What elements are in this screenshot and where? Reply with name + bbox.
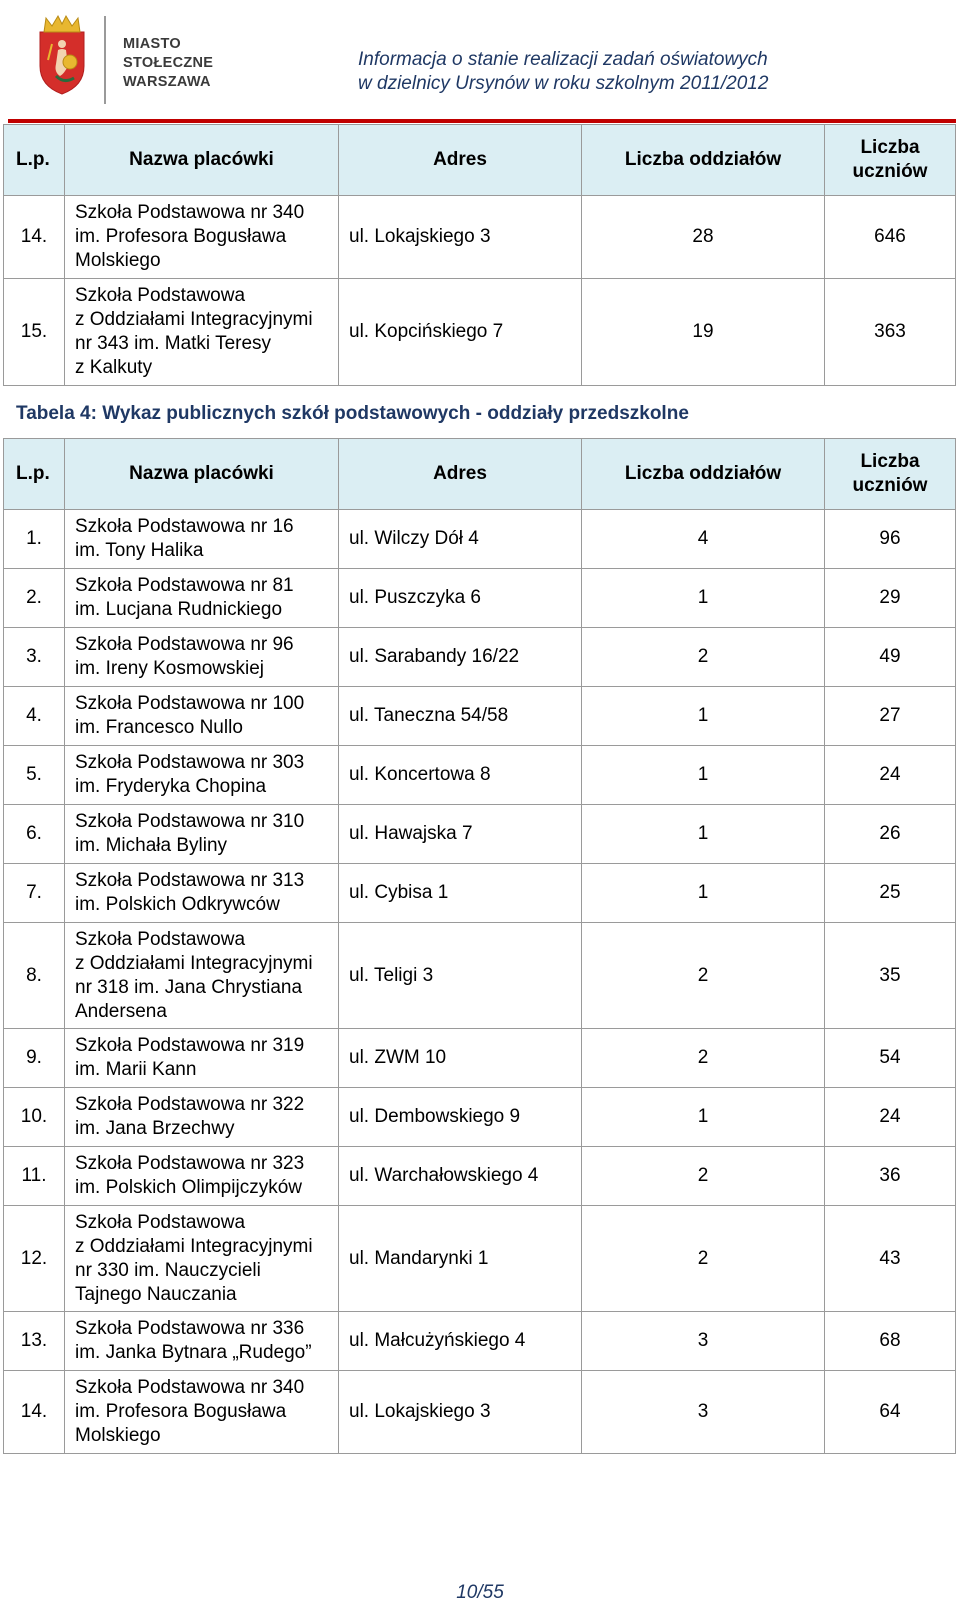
cell-lp: 10.: [4, 1088, 65, 1147]
cell-students: 363: [825, 279, 956, 386]
cell-address: ul. Sarabandy 16/22: [339, 628, 582, 687]
table-row: [4, 1029, 956, 1088]
cell-lp: 3.: [4, 628, 65, 687]
cell-name: Szkoła Podstawowa nr 96 im. Ireny Kosmowskiej: [65, 628, 339, 687]
table-row: [4, 628, 956, 687]
cell-lp: 8.: [4, 923, 65, 1029]
cell-name: Szkoła Podstawowa nr 319 im. Marii Kann: [65, 1029, 339, 1088]
table-row: [4, 746, 956, 805]
col-header-name: Nazwa placówki: [65, 125, 339, 196]
cell-branches: 2: [582, 628, 825, 687]
cell-address: ul. Teligi 3: [339, 923, 582, 1029]
cell-lp: 15.: [4, 279, 65, 386]
page-number: 10/55: [456, 1582, 504, 1603]
table-row: [4, 805, 956, 864]
cell-lp: 12.: [4, 1206, 65, 1312]
cell-name: Szkoła Podstawowa z Oddziałami Integracyjnymi nr 318 im. Jana Chrystiana Andersena: [65, 923, 339, 1029]
cell-name: Szkoła Podstawowa nr 340 im. Profesora Bogusława Molskiego: [65, 1371, 339, 1454]
cell-students: 64: [825, 1371, 956, 1454]
document-title-line-2: w dzielnicy Ursynów w roku szkolnym 2011/2012: [358, 73, 769, 94]
cell-address: ul. Mandarynki 1: [339, 1206, 582, 1312]
cell-lp: 2.: [4, 569, 65, 628]
table-row: [4, 923, 956, 1029]
cell-address: ul. Kopcińskiego 7: [339, 279, 582, 386]
cell-address: ul. Hawajska 7: [339, 805, 582, 864]
col-header-lp: L.p.: [4, 439, 65, 510]
cell-address: ul. Cybisa 1: [339, 864, 582, 923]
table-row: [4, 1371, 956, 1454]
table-header-row: [4, 439, 956, 510]
table-row: [4, 196, 956, 279]
cell-name: Szkoła Podstawowa nr 323 im. Polskich Olimpijczyków: [65, 1147, 339, 1206]
cell-branches: 2: [582, 1029, 825, 1088]
cell-address: ul. ZWM 10: [339, 1029, 582, 1088]
cell-students: 36: [825, 1147, 956, 1206]
cell-students: 49: [825, 628, 956, 687]
cell-address: ul. Lokajskiego 3: [339, 1371, 582, 1454]
table-row: [4, 1312, 956, 1371]
cell-lp: 14.: [4, 196, 65, 279]
cell-name: Szkoła Podstawowa z Oddziałami Integracyjnymi nr 330 im. Nauczycieli Tajnego Nauczania: [65, 1206, 339, 1312]
cell-address: ul. Koncertowa 8: [339, 746, 582, 805]
cell-name: Szkoła Podstawowa nr 303 im. Fryderyka Chopina: [65, 746, 339, 805]
logo-text: [123, 35, 213, 92]
cell-name: Szkoła Podstawowa nr 322 im. Jana Brzechwy: [65, 1088, 339, 1147]
cell-lp: 6.: [4, 805, 65, 864]
cell-name: Szkoła Podstawowa z Oddziałami Integracyjnymi nr 343 im. Matki Teresy z Kalkuty: [65, 279, 339, 386]
logo-line-3: WARSZAWA: [123, 74, 211, 90]
cell-name: Szkoła Podstawowa nr 310 im. Michała Byliny: [65, 805, 339, 864]
cell-name: Szkoła Podstawowa nr 336 im. Janka Bytnara „Rudego”: [65, 1312, 339, 1371]
col-header-branches: Liczba oddziałów: [582, 439, 825, 510]
page-header: [0, 0, 960, 120]
col-header-name: Nazwa placówki: [65, 439, 339, 510]
cell-students: 29: [825, 569, 956, 628]
cell-branches: 3: [582, 1312, 825, 1371]
table-row: [4, 1206, 956, 1312]
table-row: [4, 864, 956, 923]
table-row: [4, 1147, 956, 1206]
table-row: [4, 510, 956, 569]
table-row: [4, 1088, 956, 1147]
cell-branches: 19: [582, 279, 825, 386]
cell-branches: 3: [582, 1371, 825, 1454]
col-header-students: Liczba uczniów: [825, 125, 956, 196]
cell-name: Szkoła Podstawowa nr 340 im. Profesora Bogusława Molskiego: [65, 196, 339, 279]
cell-lp: 5.: [4, 746, 65, 805]
document-title-line-1: Informacja o stanie realizacji zadań oświatowych: [358, 49, 768, 70]
cell-students: 54: [825, 1029, 956, 1088]
table-row: [4, 687, 956, 746]
cell-branches: 2: [582, 1206, 825, 1312]
cell-name: Szkoła Podstawowa nr 16 im. Tony Halika: [65, 510, 339, 569]
logo-divider: [104, 16, 106, 104]
cell-address: ul. Puszczyka 6: [339, 569, 582, 628]
table-header-row: [4, 125, 956, 196]
col-header-address: Adres: [339, 125, 582, 196]
cell-students: 96: [825, 510, 956, 569]
cell-address: ul. Małcużyńskiego 4: [339, 1312, 582, 1371]
warsaw-crest-icon: [34, 14, 90, 96]
cell-lp: 13.: [4, 1312, 65, 1371]
cell-lp: 11.: [4, 1147, 65, 1206]
cell-branches: 1: [582, 1088, 825, 1147]
cell-students: 646: [825, 196, 956, 279]
col-header-branches: Liczba oddziałów: [582, 125, 825, 196]
cell-branches: 1: [582, 864, 825, 923]
logo-line-1: MIASTO: [123, 36, 181, 52]
cell-students: 26: [825, 805, 956, 864]
cell-name: Szkoła Podstawowa nr 81 im. Lucjana Rudnickiego: [65, 569, 339, 628]
cell-address: ul. Lokajskiego 3: [339, 196, 582, 279]
cell-students: 35: [825, 923, 956, 1029]
cell-students: 27: [825, 687, 956, 746]
header-rule: [8, 119, 956, 123]
col-header-address: Adres: [339, 439, 582, 510]
cell-lp: 14.: [4, 1371, 65, 1454]
cell-name: Szkoła Podstawowa nr 313 im. Polskich Odkrywców: [65, 864, 339, 923]
cell-branches: 1: [582, 746, 825, 805]
cell-lp: 9.: [4, 1029, 65, 1088]
table-preschool-divisions: [3, 438, 956, 1454]
cell-branches: 28: [582, 196, 825, 279]
table-row: [4, 279, 956, 386]
cell-students: 43: [825, 1206, 956, 1312]
col-header-students: Liczba uczniów: [825, 439, 956, 510]
cell-branches: 1: [582, 687, 825, 746]
logo-line-2: STOŁECZNE: [123, 55, 214, 71]
cell-branches: 4: [582, 510, 825, 569]
cell-students: 25: [825, 864, 956, 923]
cell-branches: 2: [582, 923, 825, 1029]
cell-address: ul. Dembowskiego 9: [339, 1088, 582, 1147]
cell-address: ul. Taneczna 54/58: [339, 687, 582, 746]
cell-name: Szkoła Podstawowa nr 100 im. Francesco Nullo: [65, 687, 339, 746]
cell-lp: 4.: [4, 687, 65, 746]
document-title: [358, 48, 768, 96]
cell-lp: 1.: [4, 510, 65, 569]
table-row: [4, 569, 956, 628]
cell-students: 68: [825, 1312, 956, 1371]
cell-students: 24: [825, 746, 956, 805]
cell-students: 24: [825, 1088, 956, 1147]
col-header-lp: L.p.: [4, 125, 65, 196]
cell-branches: 1: [582, 569, 825, 628]
cell-lp: 7.: [4, 864, 65, 923]
cell-address: ul. Warchałowskiego 4: [339, 1147, 582, 1206]
cell-branches: 1: [582, 805, 825, 864]
table-continued: [3, 124, 956, 386]
cell-address: ul. Wilczy Dół 4: [339, 510, 582, 569]
table-caption: Tabela 4: Wykaz publicznych szkół podstawowych - oddziały przedszkolne: [16, 403, 689, 424]
cell-branches: 2: [582, 1147, 825, 1206]
